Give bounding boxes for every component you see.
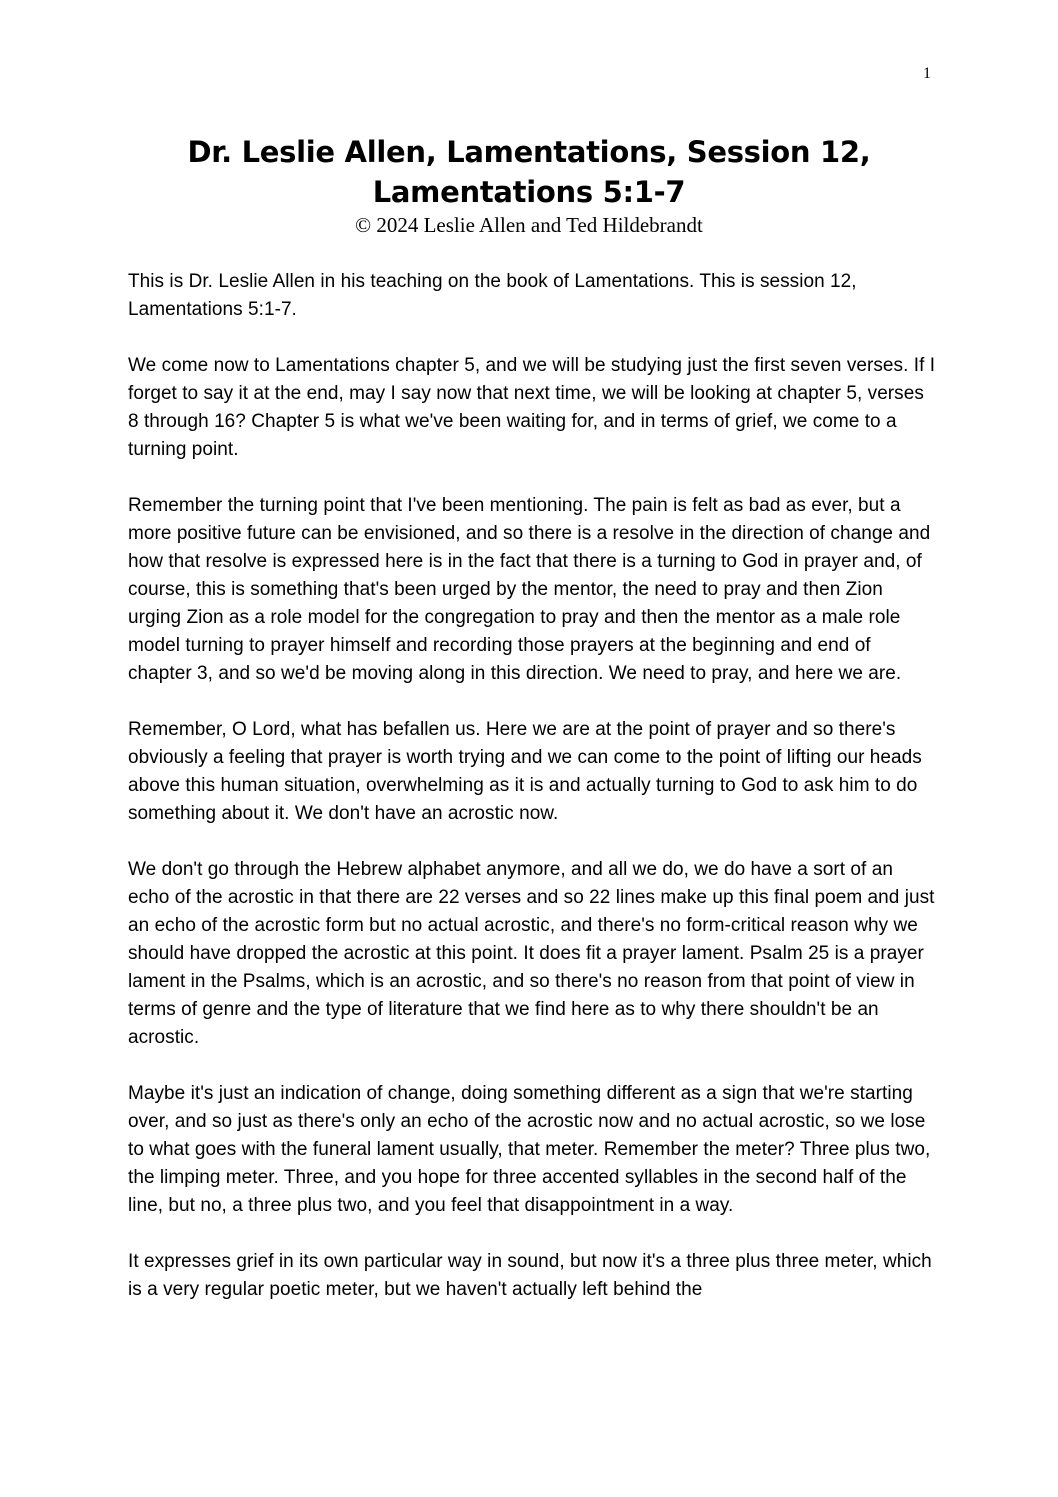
paragraph: It expresses grief in its own particular way in sound, but now it's a three plus three meter, which is a very regular poetic meter, but we haven't actually left behind the	[128, 1251, 932, 1300]
paragraph: We come now to Lamentations chapter 5, and we will be studying just the first seven verses. If I forget to say it at the end, may I say now that next time, we will be looking at chapter 5, verses 8 through 16? Chapter 5 is what we've been waiting for, and in terms of grief, we come to a turning point.	[128, 355, 936, 460]
document-title-line-1: Dr. Leslie Allen, Lamentations, Session 12,	[187, 135, 871, 169]
paragraph: This is Dr. Leslie Allen in his teaching on the book of Lamentations. This is session 12, Lamentations 5:1-7.	[128, 271, 857, 320]
paragraph: We don't go through the Hebrew alphabet anymore, and all we do, we do have a sort of an echo of the acrostic in that there are 22 verses and so 22 lines make up this final poem and just an echo of the acrostic form but no actual acrostic, and there's no form-critical reason why we should have dropped the acrostic at this point. It does fit a prayer lament. Psalm 25 is a prayer lament in the Psalms, which is an acrostic, and so there's no reason from that point of view in terms of genre and the type of literature that we find here as to why there shouldn't be an acrostic.	[128, 859, 935, 1048]
paragraph: Remember the turning point that I've been mentioning. The pain is felt as bad as ever, but a more positive future can be envisioned, and so there is a resolve in the direction of change and how that resolve is expressed here is in the fact that there is a turning to God in prayer and, of course, this is something that's been urged by the mentor, the need to pray and then Zion urging Zion as a role model for the congregation to pray and then the mentor as a male role model turning to prayer himself and recording those prayers at the beginning and end of chapter 3, and so we'd be moving along in this direction. We need to pray, and here we are.	[128, 495, 931, 684]
page-number: 1	[923, 65, 931, 82]
title-block	[128, 132, 930, 238]
paragraph: Remember, O Lord, what has befallen us. Here we are at the point of prayer and so there's obviously a feeling that prayer is worth trying and we can come to the point of lifting our heads above this human situation, overwhelming as it is and actually turning to God to ask him to do something about it. We don't have an acrostic now.	[128, 719, 922, 824]
transcript-body	[128, 268, 938, 1332]
document-title-line-2: Lamentations 5:1-7	[372, 175, 686, 209]
copyright-notice: © 2024 Leslie Allen and Ted Hildebrandt	[355, 213, 703, 237]
paragraph: Maybe it's just an indication of change, doing something different as a sign that we're starting over, and so just as there's only an echo of the acrostic now and no actual acrostic, so we lose to what goes with the funeral lament usually, that meter. Remember the meter? Three plus two, the limping meter. Three, and you hope for three accented syllables in the second half of the line, but no, a three plus two, and you feel that disappointment in a way.	[128, 1083, 931, 1216]
